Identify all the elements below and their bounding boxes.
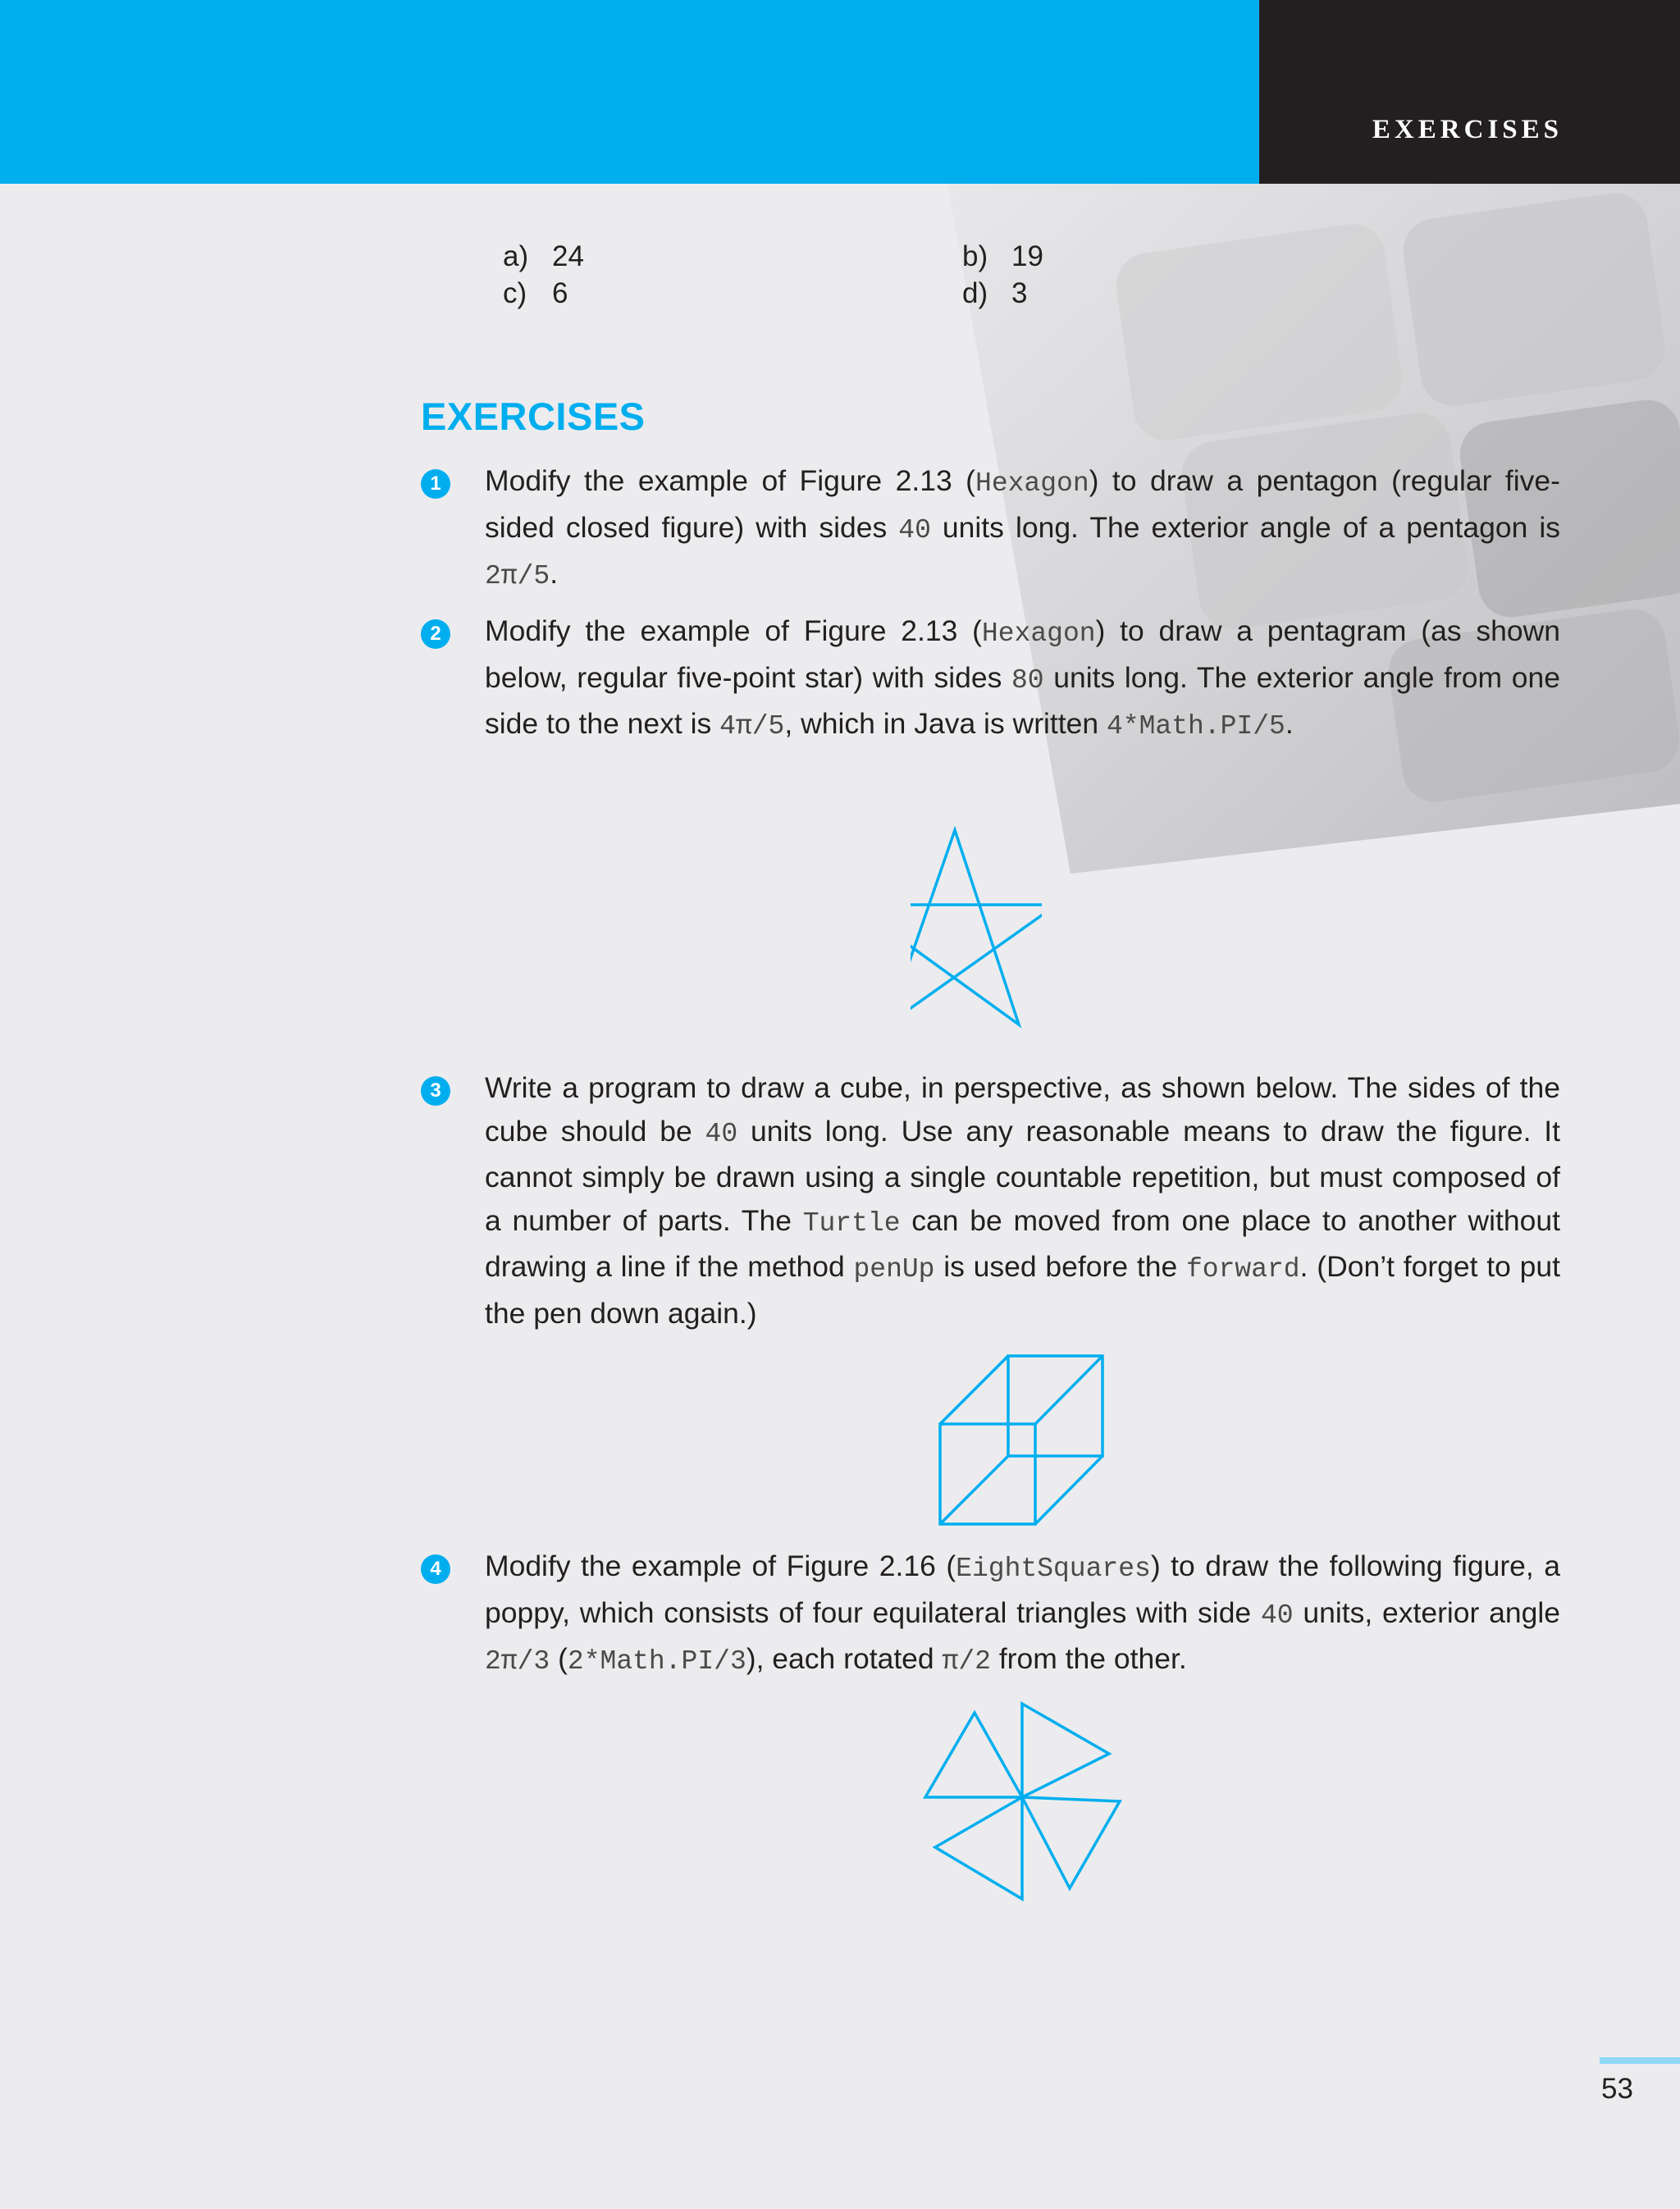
answer-letter: c) [503,277,527,309]
text-run: from the other. [990,1642,1187,1675]
text-run: . (Don’t forget to put the pen down again.) [485,1250,1560,1330]
page-number: 53 [1601,2073,1633,2105]
exercise-number-badge: 4 [421,1554,450,1584]
answer-option [962,275,1043,312]
inline-code: 4*Math.PI/5 [1106,711,1285,742]
text-run: units long. The exterior angle of a pentagon is [930,510,1560,544]
answer-option [503,275,584,312]
text-run: ) to draw the following figure, a poppy, which consists of four equilateral triangles with side [485,1549,1560,1629]
text-run: Modify the example of Figure 2.13 ( [485,614,982,647]
exercise-text [485,609,1560,749]
text-run: is used before the [934,1250,1186,1283]
running-header: EXERCISES [1372,115,1563,144]
text-run: Write a program to draw a cube, in perspective, as shown below. The sides of the cube should be [485,1071,1560,1148]
inline-code: 40 [705,1118,738,1149]
text-run: Modify the example of Figure 2.13 ( [485,464,976,497]
inline-code: 40 [898,514,931,545]
exercise-number-badge: 1 [421,469,450,499]
exercise-number-badge: 3 [421,1076,450,1106]
exercise-text [485,459,1560,599]
inline-code: π/2 [942,1646,991,1677]
answer-value: 6 [552,277,568,309]
text-run: ), each rotated [746,1642,943,1675]
answer-options-left [503,238,584,312]
text-run: can be moved from one place to another without drawing a line if the method [485,1203,1560,1283]
text-run: units long. Use any reasonable means to draw the figure. It cannot simply be drawn using a single countable repetition, but must composed of a number of parts. The [485,1114,1561,1237]
poppy-figure [919,1698,1124,1903]
inline-code: Turtle [802,1207,901,1239]
cube-figure [935,1352,1107,1528]
section-title: EXERCISES [421,395,646,438]
inline-code: forward [1185,1254,1300,1285]
inline-code: EightSquares [956,1554,1151,1584]
text-run: units long. The exterior angle from one side to the next is [485,660,1560,740]
text-run: ) to draw a pentagram (as shown below, regular five-point star) with sides [485,614,1560,694]
inline-code: 2*Math.PI/3 [567,1646,746,1677]
pentagram-figure [911,824,1042,1029]
exercise-number-badge: 2 [421,619,450,649]
inline-code: Hexagon [981,618,1096,649]
text-run: . [1285,707,1294,740]
answer-letter: a) [503,240,529,272]
inline-code: 2π/5 [485,561,550,591]
exercise-text [485,1066,1560,1335]
inline-code: 2π/3 [485,1646,550,1677]
text-run: ( [550,1642,568,1675]
inline-code: Hexagon [975,468,1089,499]
header-section-tab [1259,0,1680,184]
header-band [0,0,1259,184]
answer-letter: b) [962,240,988,272]
answer-option [962,238,1043,275]
text-run: Modify the example of Figure 2.16 ( [485,1549,956,1582]
answer-value: 19 [1011,240,1043,272]
footer-rule [1600,2057,1680,2064]
answer-value: 3 [1011,277,1028,309]
inline-code: penUp [853,1254,935,1285]
text-run: . [550,557,559,590]
inline-code: 4π/5 [719,711,785,742]
answer-option [503,238,584,275]
exercise-text [485,1545,1560,1684]
text-run: ) to draw a pentagon (regular five-sided closed figure) with sides [485,464,1560,544]
inline-code: 80 [1011,664,1044,696]
answer-value: 24 [552,240,584,272]
text-run: units, exterior angle [1293,1595,1560,1629]
inline-code: 40 [1260,1600,1294,1631]
answer-letter: d) [962,277,988,309]
text-run: , which in Java is written [784,707,1107,740]
answer-options-right [962,238,1043,312]
